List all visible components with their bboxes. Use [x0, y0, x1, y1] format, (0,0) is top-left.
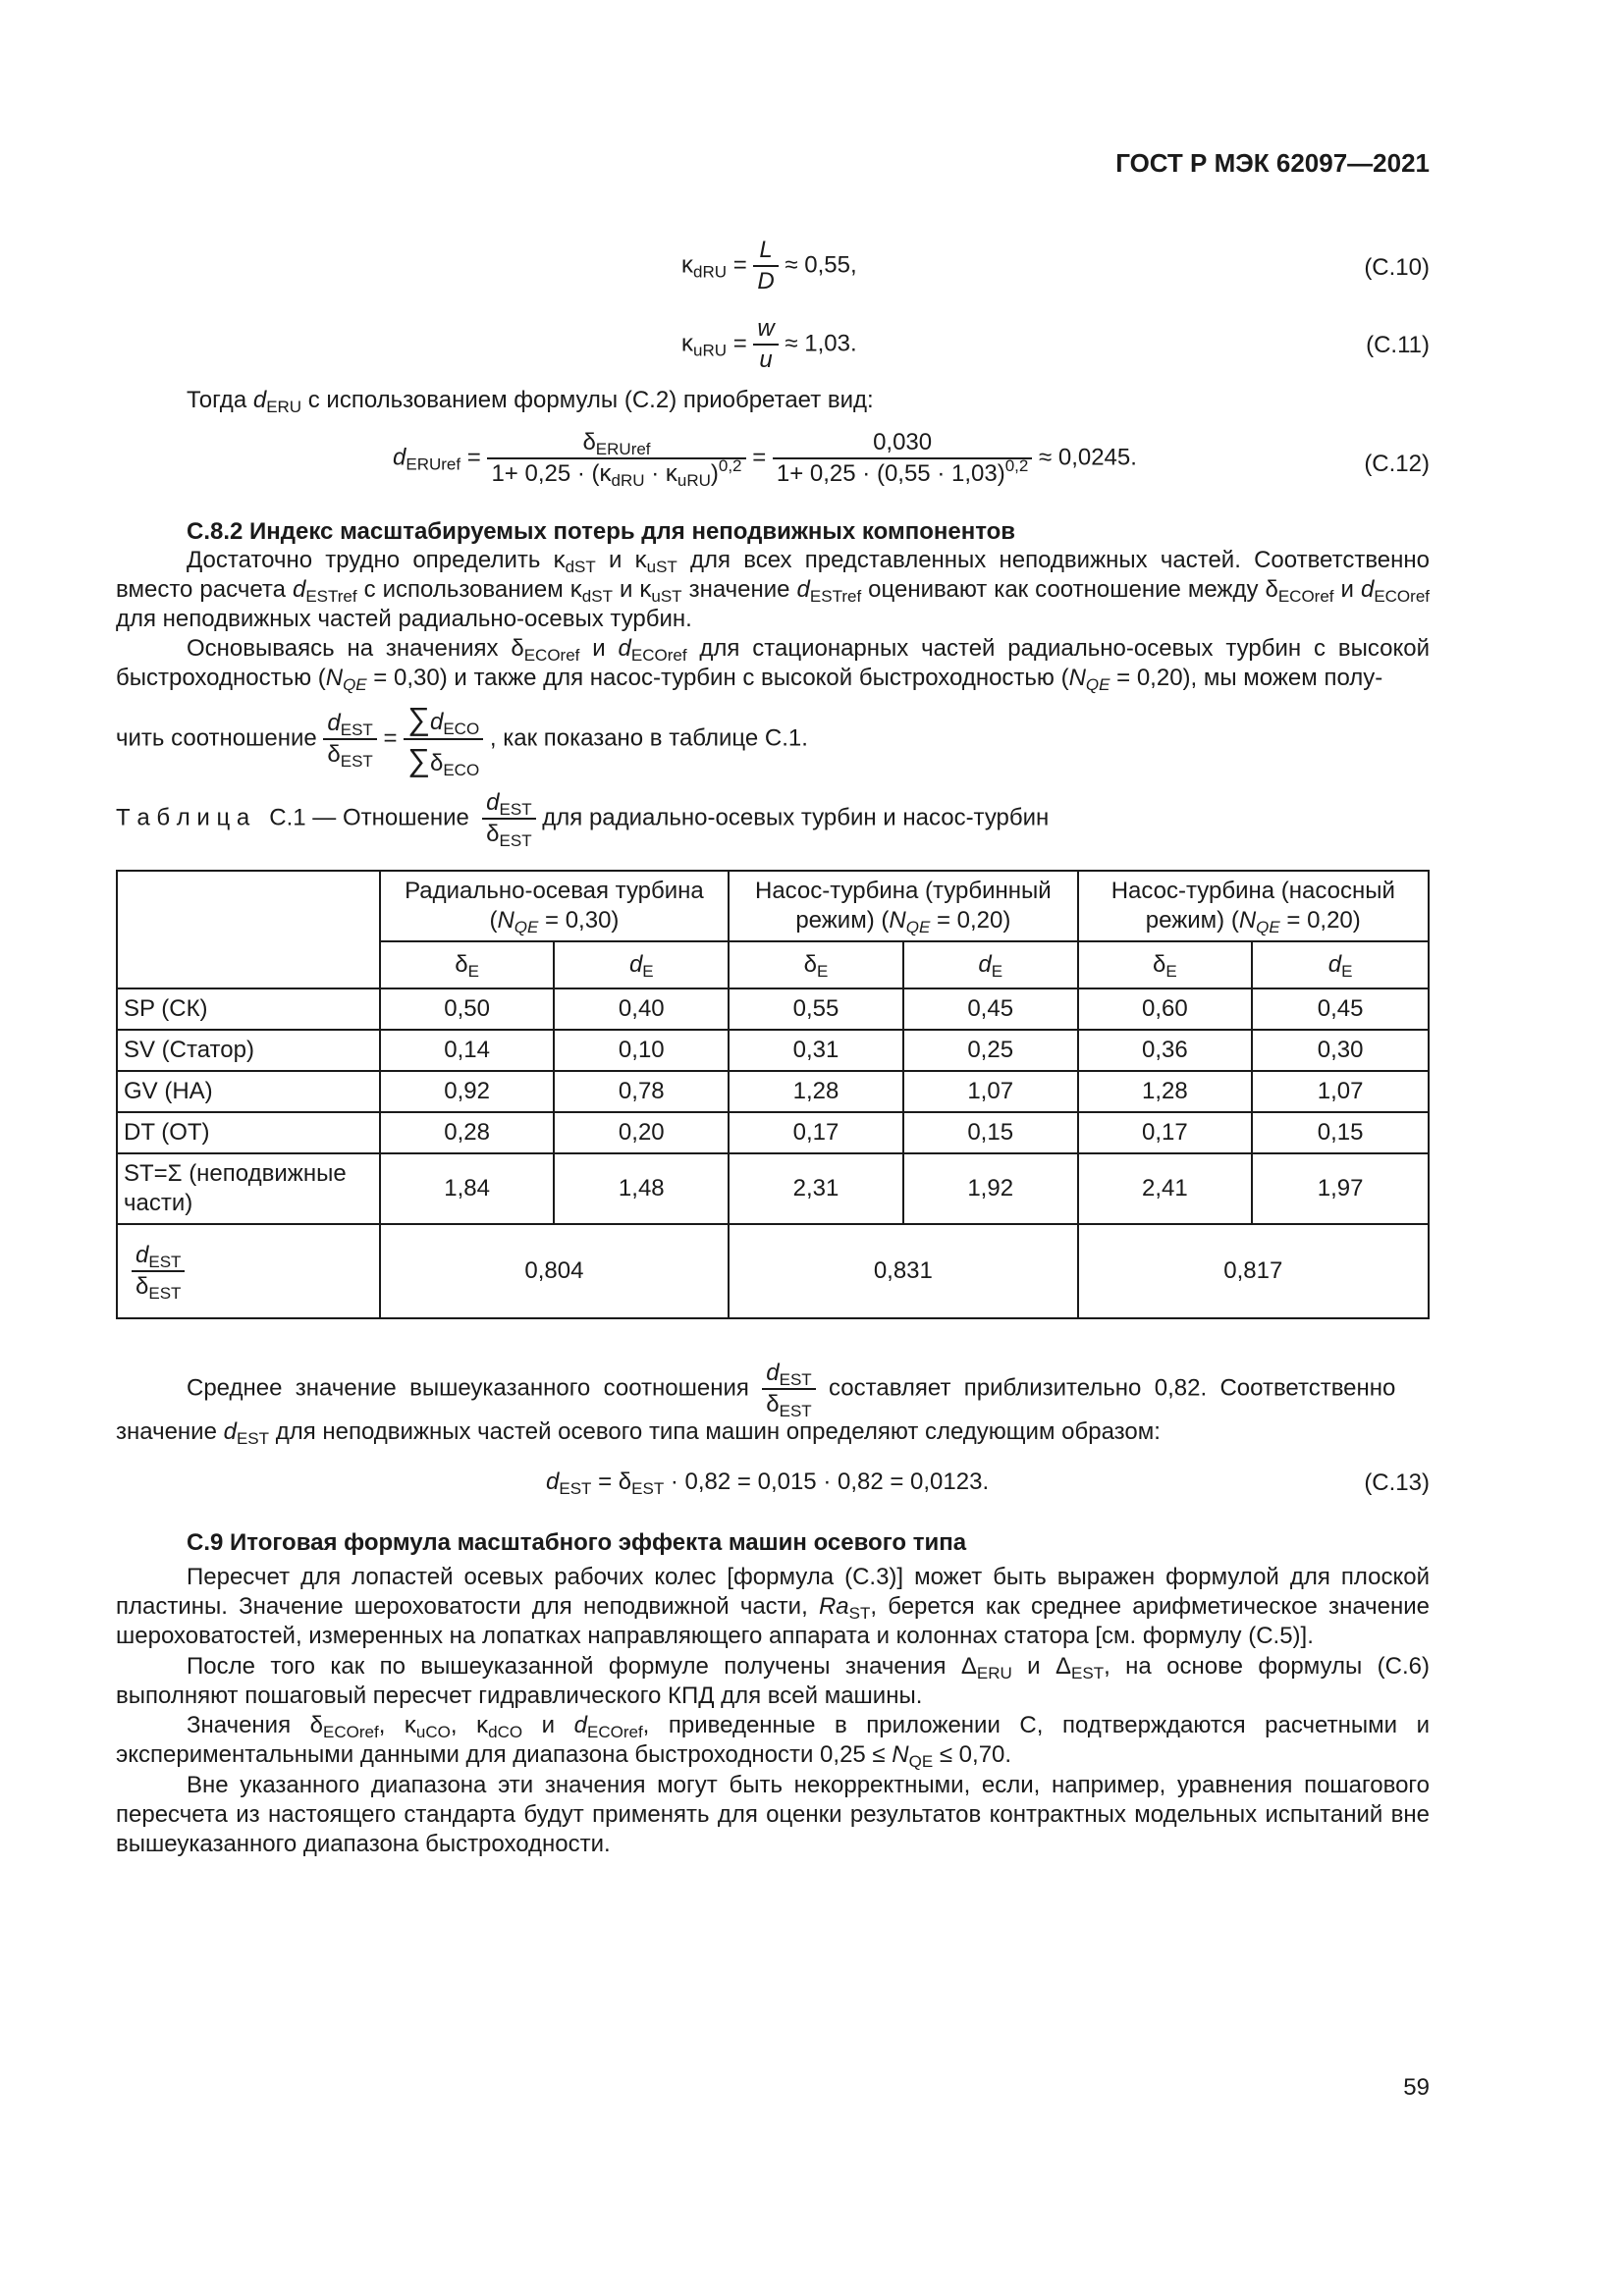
- table-subheader: $\delta_E$: [380, 941, 555, 988]
- table-ratio-row: [117, 1224, 1429, 1318]
- table-cell: 1,92: [903, 1153, 1078, 1224]
- table-cell: 2,31: [729, 1153, 903, 1224]
- table-cell: 1,28: [1078, 1071, 1253, 1112]
- table-cell: 0,78: [554, 1071, 729, 1112]
- table-subheader: $d_E$: [554, 941, 729, 988]
- table-cell: 1,07: [1252, 1071, 1429, 1112]
- paragraph-c82-1: Достаточно трудно определить $\kappa_{dST}$ и $\kappa_{uST}$ для всех представленных неподвижных частей. Соответственно вместо расчета $d_{ESTref}$ с использованием $\kappa_{dST}$ и $\kappa_{uST}$ значение $d_{ESTref}$ оценивают как соотношение между $\delta_{ECOref}$ и $d_{ECOref}$ для неподвижных частей радиально-осевых турбин.: [116, 547, 1431, 632]
- table-cell: 1,84: [380, 1153, 555, 1224]
- paragraph-c9-2: После того как по вышеуказанной формуле получены значения $\Delta_{ERU}$ и $\Delta_{EST}$, на основе формулы (С.6) выполняют пошаговый пересчет гидравлического КПД для всей машины.: [116, 1653, 1430, 1709]
- paragraph-c82-2: Основываясь на значениях $\delta_{ECOref}$ и $d_{ECOref}$ для стационарных частей радиально-осевых турбин с высокой быстроходностью $(N_{QE} = 0,30)$ и также для насос-турбин с высокой быстроходностью $(N_{QE} = 0,20)$, мы можем полу-: [116, 635, 1430, 694]
- equation-c11: $\kappa_{uRU}$ = $\frac{w}{u}$ ≈ 1,03.: [681, 315, 857, 373]
- document-header: ГОСТ Р МЭК 62097—2021: [1115, 148, 1430, 178]
- table-cell: 0,50: [380, 988, 555, 1030]
- equation-number-c10: (C.10): [1364, 254, 1430, 281]
- table-subheader: $d_E$: [903, 941, 1078, 988]
- paragraph-c9-1: Пересчет для лопастей осевых рабочих колес [формула (С.3)] может быть выражен формулой для плоской пластины. Значение шероховатости для неподвижной части, $Ra_{ST}$, берется как среднее арифметическое значение шероховатостей, измеренных на лопатках направляющего аппарата и колоннах статора [см. формулу (С.5)].: [116, 1564, 1430, 1649]
- row-label: DT (ОТ): [117, 1112, 380, 1153]
- table-cell: 2,41: [1078, 1153, 1253, 1224]
- table-cell: 1,48: [554, 1153, 729, 1224]
- table-cell: 0,60: [1078, 988, 1253, 1030]
- table-caption: Т а б л и ц а С.1 — Отношение $\frac{d_{EST}}{\delta_{EST}}$ для радиально-осевых турбин и насос-турбин: [116, 789, 1050, 850]
- table-cell: 0,20: [554, 1112, 729, 1153]
- paragraph-average: Среднее значение вышеуказанного соотношения $\frac{d_{EST}}{\delta_{EST}}$ составляет приблизительно 0,82. Соответственно: [187, 1360, 1396, 1420]
- section-heading-c82: С.8.2 Индекс масштабируемых потерь для неподвижных компонентов: [187, 518, 1016, 545]
- table-cell: 0,40: [554, 988, 729, 1030]
- table-cell: 0,45: [903, 988, 1078, 1030]
- table-cell: 0,831: [729, 1224, 1077, 1318]
- table-cell: 0,14: [380, 1030, 555, 1071]
- table-header-row: [117, 871, 1429, 941]
- equation-c13: $d_{EST} = \delta_{EST} \cdot 0,82 = 0,015 \cdot 0,82 = 0,0123$.: [546, 1468, 990, 1498]
- paragraph-c9-4: Вне указанного диапазона эти значения могут быть некорректными, если, например, уравнения пошагового пересчета из настоящего стандарта будут применять для оценки результатов контрактных модельных испытаний вне вышеуказанного диапазона быстроходности.: [116, 1772, 1430, 1857]
- table-subheader: $d_E$: [1252, 941, 1429, 988]
- table-cell: 0,15: [903, 1112, 1078, 1153]
- table-cell: 1,28: [729, 1071, 903, 1112]
- table-cell: 0,17: [1078, 1112, 1253, 1153]
- table-group-header: Насос-турбина (турбинный режим) $(N_{QE} = 0,20)$: [729, 871, 1077, 941]
- row-label: GV (НА): [117, 1071, 380, 1112]
- table-cell: 0,31: [729, 1030, 903, 1071]
- table-cell: 0,30: [1252, 1030, 1429, 1071]
- table-corner-cell: [117, 871, 380, 988]
- table-row: [117, 988, 1429, 1030]
- row-label: SP (СК): [117, 988, 380, 1030]
- equation-number-c13: (C.13): [1364, 1469, 1430, 1496]
- equation-number-c12: (C.12): [1364, 451, 1430, 477]
- paragraph-average-cont: значение $d_{EST}$ для неподвижных частей осевого типа машин определяют следующим образом:: [116, 1418, 1161, 1448]
- table-cell: 0,45: [1252, 988, 1429, 1030]
- paragraph-then: Тогда $d_{ERU}$ с использованием формулы (С.2) приобретает вид:: [187, 387, 874, 416]
- table-row: [117, 1030, 1429, 1071]
- table-cell: 0,15: [1252, 1112, 1429, 1153]
- table-row: [117, 1112, 1429, 1153]
- page-number: 59: [1403, 2074, 1430, 2101]
- equation-c10: $\kappa_{dRU}$ = $\frac{L}{D}$ ≈ 0,55,: [681, 237, 857, 294]
- row-label: ST=Σ (неподвижные части): [117, 1153, 380, 1224]
- table-subheader: $\delta_E$: [729, 941, 903, 988]
- table-cell: 0,55: [729, 988, 903, 1030]
- table-subheader: $\delta_E$: [1078, 941, 1253, 988]
- table-c1: [116, 870, 1430, 1319]
- table-group-header: Насос-турбина (насосный режим) $(N_{QE} = 0,20)$: [1078, 871, 1429, 941]
- table-cell: 0,17: [729, 1112, 903, 1153]
- table-cell: 0,36: [1078, 1030, 1253, 1071]
- row-label-ratio: $\frac{d_{EST}}{\delta_{EST}}$: [117, 1224, 380, 1318]
- table-cell: 0,10: [554, 1030, 729, 1071]
- equation-c12: $d_{ERUref}$ = $\frac{\delta_{ERUref}}{1+ 0,25 \cdot (\kappa_{dRU} \cdot \kappa_{uRU})^{0,2}}$ = $\frac{0,030}{1+ 0,25 \cdot (0,55 \cdot 1,03)^{0,2}}$ ≈ 0,0245.: [393, 429, 1137, 490]
- table-cell: 0,92: [380, 1071, 555, 1112]
- table-cell: 1,97: [1252, 1153, 1429, 1224]
- equation-number-c11: (C.11): [1366, 332, 1430, 358]
- table-cell: 0,28: [380, 1112, 555, 1153]
- table-cell: 0,817: [1078, 1224, 1429, 1318]
- table-row: [117, 1071, 1429, 1112]
- section-heading-c9: С.9 Итоговая формула масштабного эффекта машин осевого типа: [187, 1529, 967, 1556]
- paragraph-c9-3: Значения $\delta_{ECOref}$, $\kappa_{uCO}$, $\kappa_{dCO}$ и $d_{ECOref}$, приведенные в приложении С, подтверждаются расчетными и экспериментальными данными для диапазона быстроходности $0,25 \le N_{QE} \le 0,70$.: [116, 1712, 1430, 1771]
- table-row: [117, 1153, 1429, 1224]
- table-cell: 0,25: [903, 1030, 1078, 1071]
- table-cell: 0,804: [380, 1224, 729, 1318]
- table-group-header: Радиально-осевая турбина $(N_{QE} = 0,30)$: [380, 871, 729, 941]
- table-cell: 1,07: [903, 1071, 1078, 1112]
- paragraph-c82-ratio: чить соотношение $\frac{d_{EST}}{\delta_{EST}}$ = $\frac{\sum d_{ECO}}{\sum\delta_{ECO}}$ , как показано в таблице С.1.: [116, 701, 808, 779]
- row-label: SV (Статор): [117, 1030, 380, 1071]
